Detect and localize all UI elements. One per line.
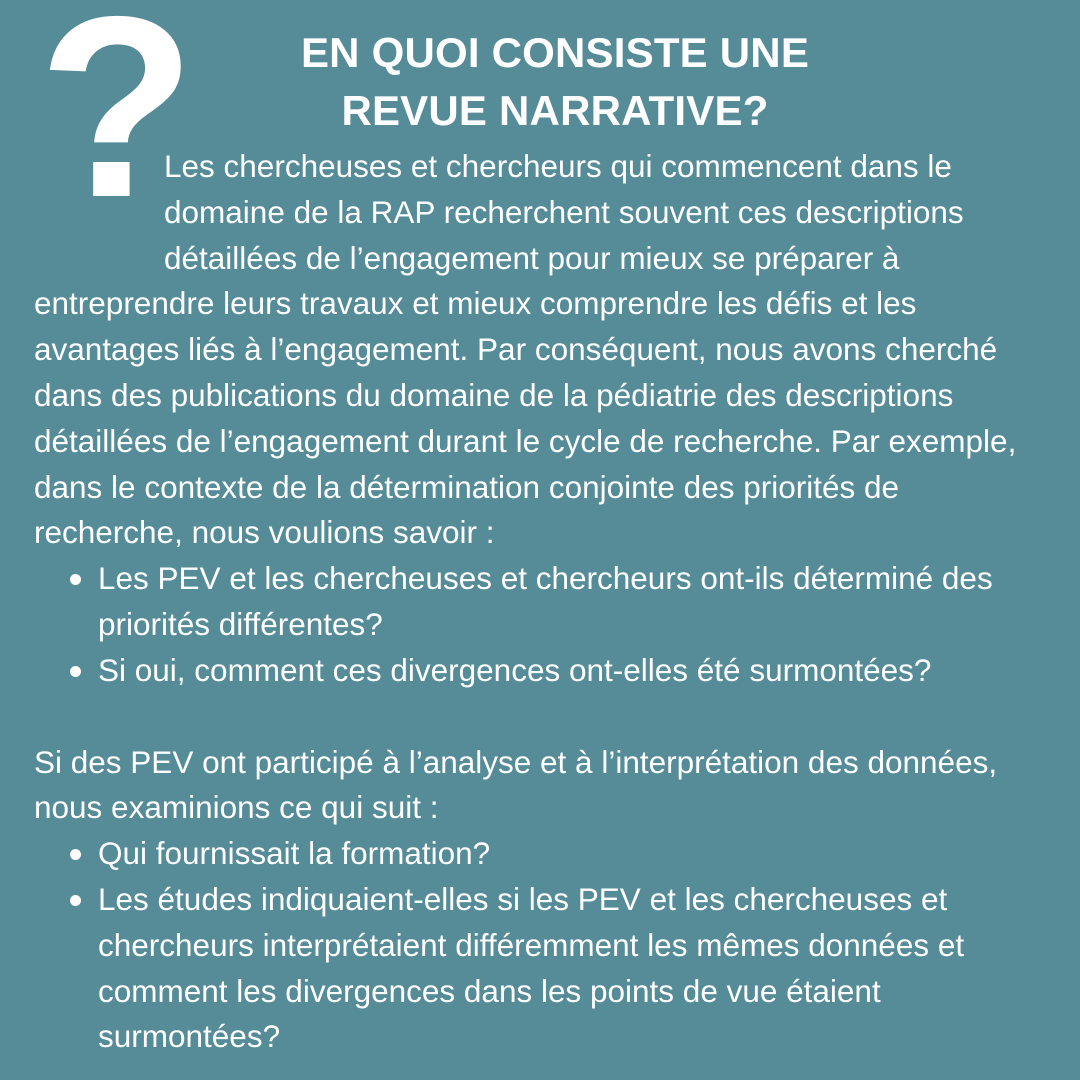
page-title (170, 24, 940, 140)
title-line-2: REVUE NARRATIVE? (341, 87, 769, 134)
list-item (34, 648, 1048, 694)
bullet-icon (70, 895, 81, 906)
list-item (34, 877, 1048, 1060)
bullet-icon (70, 666, 81, 677)
list-item-text: Qui fournissait la formation? (98, 835, 491, 872)
list-item (34, 556, 1048, 648)
bullet-icon (70, 849, 81, 860)
list-item-text: Si oui, comment ces divergences ont-elles été surmontées? (98, 651, 932, 688)
body-text (34, 144, 1048, 1060)
title-line-1: EN QUOI CONSISTE UNE (300, 29, 810, 76)
list-item-text: Les PEV et les chercheuses et chercheurs ont-ils déterminé des priorités différentes? (98, 560, 993, 642)
list-item-text: Les études indiquaient-elles si les PEV et les chercheuses et chercheurs interprétaient différemment les mêmes données et comment les divergences dans les points de vue étaient surmontées? (98, 880, 965, 1055)
second-paragraph: Si des PEV ont participé à l’analyse et à l’interprétation des données, nous examinions ce qui suit : (34, 743, 998, 826)
bullet-icon (70, 574, 81, 585)
intro-paragraph: Les chercheuses et chercheurs qui commencent dans le domaine de la RAP recherchent souvent ces descriptions détaillées de l’engagement pour mieux se préparer à entreprendre leurs travaux et mieux comprendre les défis et les avantages liés à l’engagement. Par conséquent, nous avons cherché dans des publications du domaine de la pédiatrie des descriptions détaillées de l’engagement durant le cycle de recherche. Par exemple, dans le contexte de la détermination conjointe des priorités de recherche, nous voulions savoir : (34, 148, 1017, 551)
bullet-list-1 (34, 556, 1048, 693)
bullet-list-2 (34, 831, 1048, 1060)
question-mark-icon: ? (38, 0, 196, 251)
list-item (34, 831, 1048, 877)
